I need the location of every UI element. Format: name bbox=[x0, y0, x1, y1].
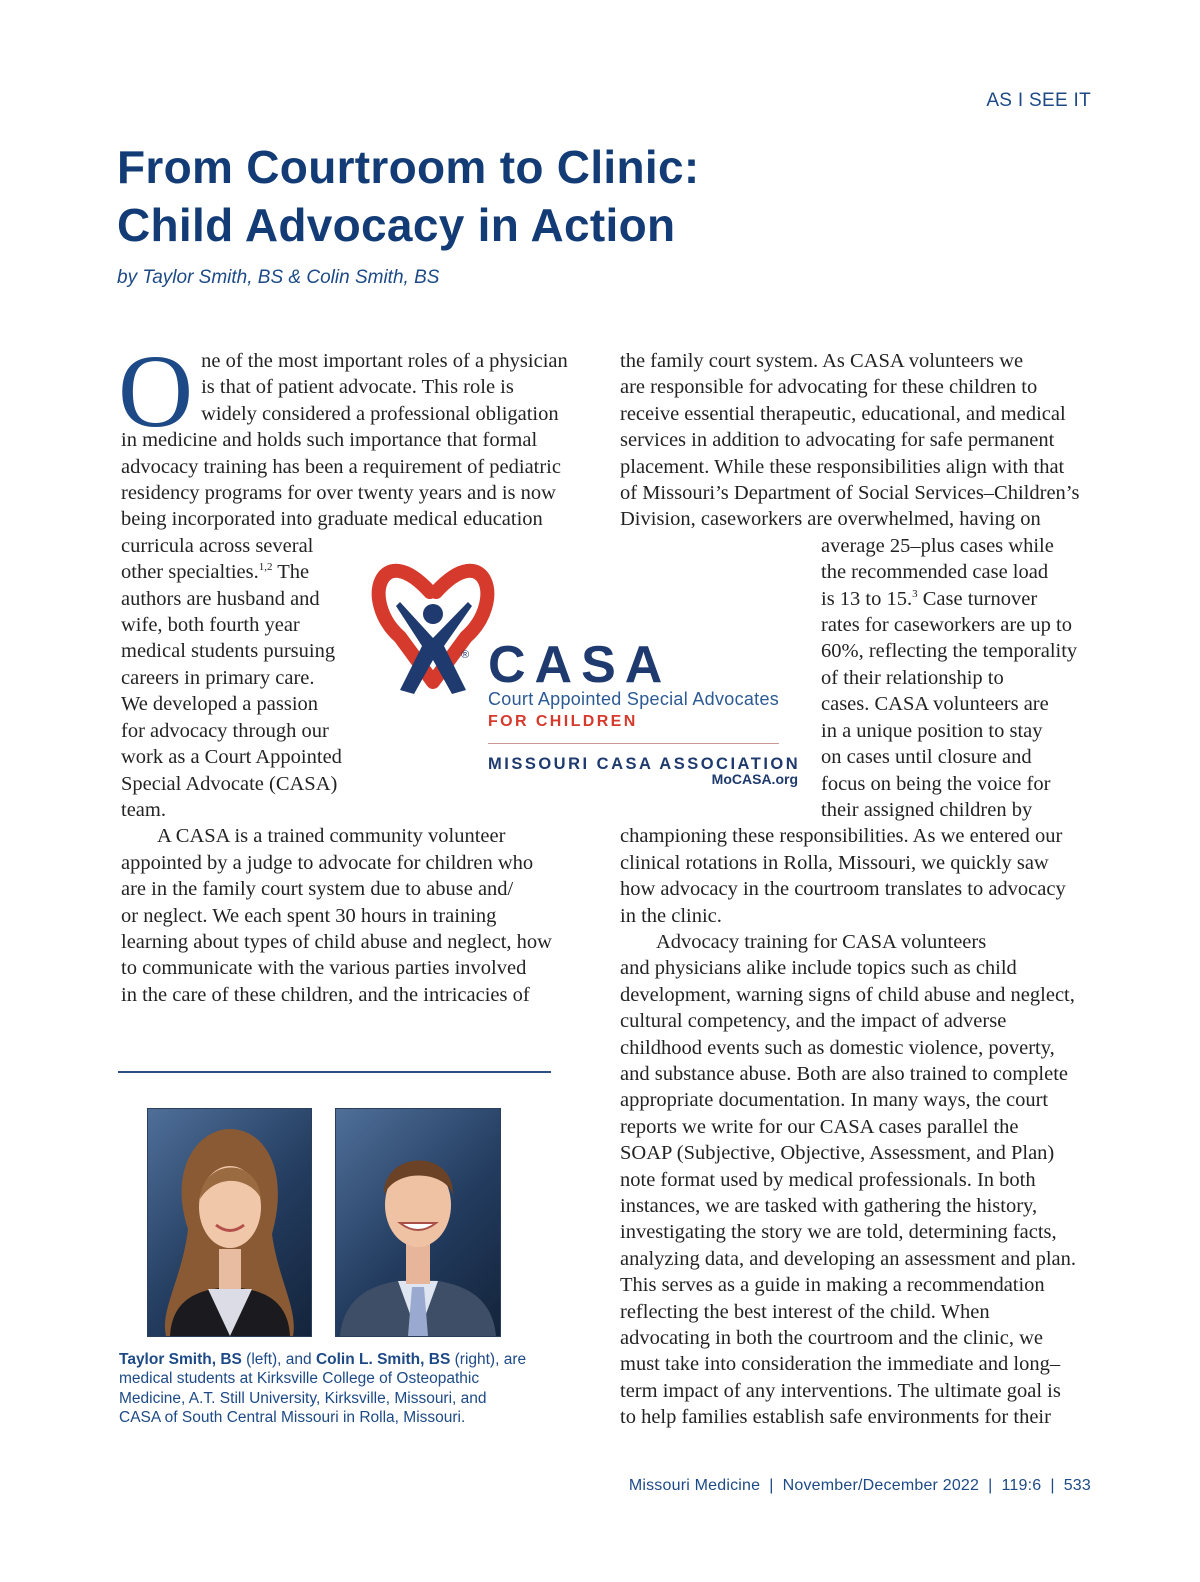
caption-name-colin: Colin L. Smith, BS bbox=[315, 1351, 451, 1368]
registered-mark: ® bbox=[461, 649, 470, 661]
reference-marker: 3 bbox=[912, 587, 918, 600]
title-line-1: From Courtroom to Clinic: bbox=[117, 141, 700, 193]
line: championing these responsibilities. As we entered our bbox=[620, 825, 1063, 848]
line: rates for caseworkers are up to bbox=[821, 614, 1073, 637]
line: ne of the most important roles of a physician bbox=[201, 350, 568, 372]
line: are responsible for advocating for these children to bbox=[620, 376, 1038, 399]
line: authors are husband and bbox=[121, 587, 320, 610]
title-line-2: Child Advocacy in Action bbox=[117, 199, 676, 251]
caption-line: Medicine, A.T. Still University, Kirksville, Missouri, and bbox=[119, 1389, 487, 1407]
line: note format used by medical professionals. In both bbox=[620, 1168, 1036, 1191]
caption-position-left: (left), and bbox=[241, 1351, 316, 1368]
line: The bbox=[272, 561, 310, 584]
line: childhood events such as domestic violence, poverty, bbox=[620, 1036, 1055, 1059]
casa-logo bbox=[360, 542, 806, 794]
column-right bbox=[620, 348, 1092, 1431]
line: clinical rotations in Rolla, Missouri, we quickly saw bbox=[620, 851, 1049, 874]
training-paragraph bbox=[620, 929, 1092, 1431]
line: work as a Court Appointed bbox=[121, 746, 342, 769]
line: their assigned children by bbox=[821, 798, 1033, 821]
line: investigating the story we are told, determining facts, bbox=[620, 1221, 1057, 1244]
line: the recommended case load bbox=[821, 561, 1049, 584]
line: team. bbox=[121, 798, 166, 821]
line: wife, both fourth year bbox=[121, 614, 300, 637]
caption-line: CASA of South Central Missouri in Rolla, Missouri. bbox=[119, 1408, 466, 1426]
line: instances, we are tasked with gathering the history, bbox=[620, 1195, 1038, 1217]
line: placement. While these responsibilities align with that bbox=[620, 455, 1065, 478]
page-number: 533 bbox=[1063, 1477, 1091, 1494]
line: appointed by a judge to advocate for children who bbox=[121, 851, 534, 874]
line: of Missouri’s Department of Social Services–Children’s bbox=[620, 482, 1080, 505]
footer-separator: | bbox=[769, 1477, 774, 1494]
footer-separator: | bbox=[1050, 1477, 1055, 1494]
line: receive essential therapeutic, educational, and medical bbox=[620, 402, 1066, 425]
line: or neglect. We each spent 30 hours in training bbox=[121, 904, 497, 927]
line: focus on being the voice for bbox=[821, 772, 1051, 795]
line: average 25–plus cases while bbox=[821, 534, 1054, 557]
line: advocacy training has been a requirement of pediatric bbox=[121, 455, 561, 478]
line: is that of patient advocate. This role is bbox=[201, 376, 514, 399]
line: in a unique position to stay bbox=[821, 719, 1043, 742]
line: and physicians alike include topics such as child bbox=[620, 957, 1017, 980]
author-photo-colin bbox=[335, 1108, 501, 1337]
line: in the care of these children, and the intricacies of bbox=[121, 983, 530, 1006]
line: Division, caseworkers are overwhelmed, having on bbox=[620, 508, 1041, 531]
line: curricula across several bbox=[121, 534, 314, 557]
footer-separator: | bbox=[988, 1477, 993, 1494]
line: on cases until closure and bbox=[821, 746, 1032, 769]
caption-line: are bbox=[503, 1351, 527, 1368]
logo-subtagline: FOR CHILDREN bbox=[488, 713, 638, 730]
line: appropriate documentation. In many ways, the court bbox=[620, 1089, 1049, 1112]
line: reports we write for our CASA cases parallel the bbox=[620, 1115, 1019, 1138]
reference-marker: 1,2 bbox=[258, 561, 273, 574]
caption-line: medical students at Kirksville College of Osteopathic bbox=[119, 1370, 480, 1388]
line: in medicine and holds such importance that formal bbox=[121, 429, 538, 452]
photo-caption bbox=[119, 1350, 559, 1427]
drop-cap: O bbox=[118, 334, 194, 449]
line: to communicate with the various parties involved bbox=[121, 957, 527, 980]
line: cases. CASA volunteers are bbox=[821, 693, 1049, 716]
caption-name-taylor: Taylor Smith, BS bbox=[119, 1351, 242, 1368]
line: in the clinic. bbox=[620, 904, 722, 927]
logo-association: MISSOURI CASA ASSOCIATION bbox=[488, 755, 801, 773]
footer-volume: 119:6 bbox=[1001, 1477, 1042, 1494]
line: A CASA is a trained community volunteer bbox=[157, 825, 506, 848]
line: widely considered a professional obligation bbox=[201, 402, 559, 425]
heart-icon bbox=[379, 571, 488, 682]
line: is 13 to 15. bbox=[821, 587, 913, 610]
line: This serves as a guide in making a recommendation bbox=[620, 1274, 1045, 1297]
line: Advocacy training for CASA volunteers bbox=[656, 930, 987, 953]
line: other specialties. bbox=[121, 561, 259, 584]
section-label: AS I SEE IT bbox=[986, 90, 1091, 111]
logo-wordmark: CASA bbox=[488, 636, 672, 694]
line: residency programs for over twenty years and is now bbox=[121, 482, 556, 505]
logo-tagline: Court Appointed Special Advocates bbox=[488, 689, 780, 709]
line: of their relationship to bbox=[821, 666, 1004, 689]
line: learning about types of child abuse and neglect, how bbox=[121, 930, 552, 953]
author-photo-taylor bbox=[147, 1108, 312, 1337]
line: term impact of any interventions. The ultimate goal is bbox=[620, 1379, 1061, 1402]
footer-journal: Missouri Medicine bbox=[628, 1477, 761, 1494]
line: medical students pursuing bbox=[121, 640, 336, 663]
logo-url: MoCASA.org bbox=[711, 771, 798, 787]
line: cultural competency, and the impact of adverse bbox=[620, 1010, 1007, 1033]
line: how advocacy in the courtroom translates to advocacy bbox=[620, 878, 1066, 901]
line: being incorporated into graduate medical education bbox=[121, 508, 543, 531]
line: Case turnover bbox=[917, 587, 1038, 610]
casa-paragraph bbox=[121, 823, 591, 1008]
byline: by Taylor Smith, BS & Colin Smith, BS bbox=[117, 267, 440, 288]
line: are in the family court system due to abuse and/ bbox=[121, 878, 514, 901]
line: the family court system. As CASA volunteers we bbox=[620, 350, 1024, 372]
line: for advocacy through our bbox=[121, 719, 329, 742]
figure-head bbox=[423, 604, 443, 624]
line: reflecting the best interest of the child. When bbox=[620, 1300, 990, 1323]
line: to help families establish safe environments for their bbox=[620, 1406, 1051, 1429]
footer-issue: November/December 2022 bbox=[782, 1477, 980, 1494]
line: We developed a passion bbox=[121, 693, 319, 716]
line: careers in primary care. bbox=[121, 666, 315, 689]
section-divider bbox=[118, 1071, 551, 1073]
page-footer bbox=[629, 1477, 1091, 1495]
line: analyzing data, and developing an assessment and plan. bbox=[620, 1247, 1076, 1270]
line: and substance abuse. Both are also trained to complete bbox=[620, 1062, 1069, 1085]
line: SOAP (Subjective, Objective, Assessment, and Plan) bbox=[620, 1142, 1055, 1165]
logo-divider bbox=[488, 743, 779, 744]
portrait-woman-icon bbox=[148, 1109, 311, 1336]
article-title bbox=[117, 138, 699, 254]
line: Special Advocate (CASA) bbox=[121, 772, 338, 795]
portrait-man-icon bbox=[336, 1109, 500, 1336]
line: services in addition to advocating for safe permanent bbox=[620, 429, 1055, 452]
line: must take into consideration the immediate and long– bbox=[620, 1353, 1061, 1376]
caption-position-right: (right), bbox=[450, 1351, 504, 1368]
line: 60%, reflecting the temporality bbox=[821, 640, 1078, 663]
line: development, warning signs of child abuse and neglect, bbox=[620, 983, 1075, 1006]
line: advocating in both the courtroom and the clinic, we bbox=[620, 1327, 1043, 1350]
